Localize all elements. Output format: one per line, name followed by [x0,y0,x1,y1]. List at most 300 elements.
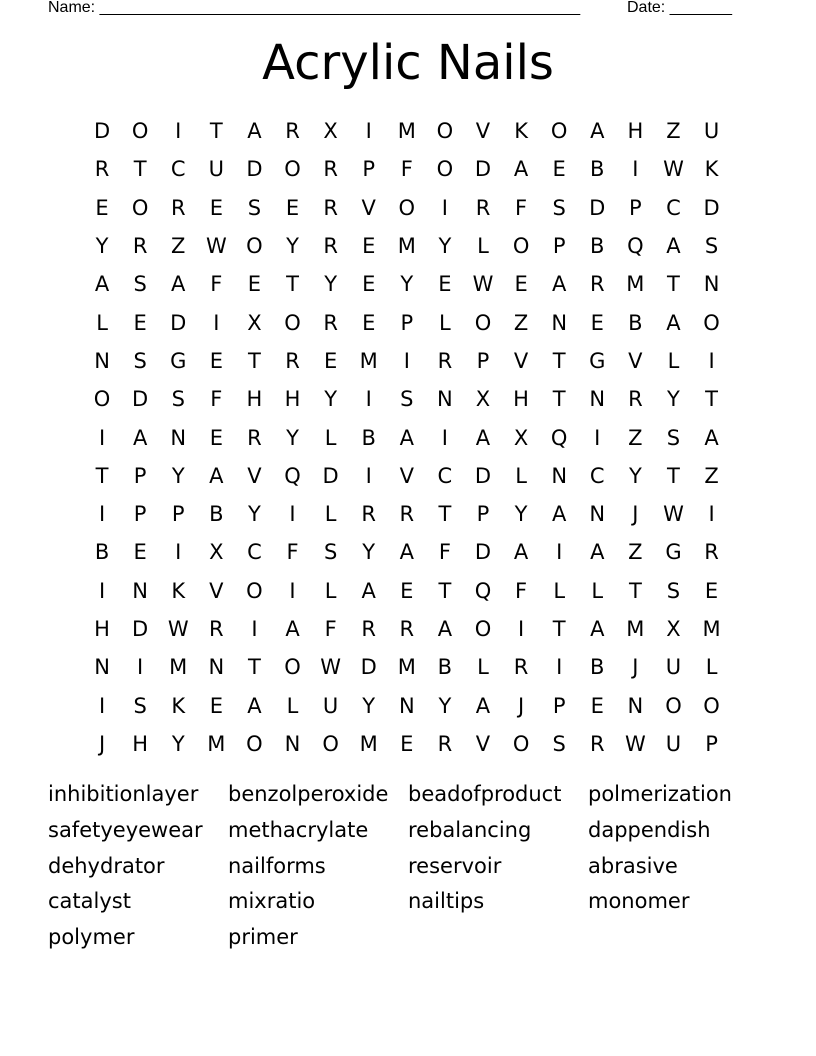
grid-letter: R [132,234,148,259]
grid-letter: F [438,540,451,565]
grid-letter: J [98,731,106,756]
word-list-item: dehydrator [48,853,165,878]
grid-letter: F [210,387,223,412]
grid-letter: Y [171,463,185,488]
grid-letter: D [589,195,606,220]
grid-letter: T [133,157,147,182]
grid-letter: O [703,310,720,335]
grid-letter: T [705,387,718,412]
grid-row [83,725,731,763]
grid-letter: O [436,157,454,182]
grid-letter: Q [474,578,492,603]
grid-letter: G [589,348,606,373]
grid-letter: V [513,348,529,373]
grid-letter: V [475,731,491,756]
grid-letter: T [438,578,452,603]
grid-letter: O [703,693,720,718]
grid-letter: T [628,578,642,603]
grid-letter: E [209,425,223,450]
grid-letter: E [247,272,262,297]
grid-letter: A [704,425,719,450]
grid-letter: R [323,234,338,259]
grid-letter: T [552,617,566,641]
grid-letter: O [284,157,301,182]
grid-letter: X [323,119,338,144]
grid-letter: H [94,617,110,641]
grid-letter: E [209,348,223,373]
grid-letter: N [551,310,568,335]
grid-letter: U [665,655,682,680]
grid-letter: E [400,731,414,756]
grid-letter: A [171,272,186,297]
grid-letter: T [438,502,452,527]
grid-letter: Y [628,463,642,488]
grid-letter: O [512,234,530,259]
grid-row [83,227,731,265]
grid-letter: P [362,157,376,182]
grid-letter: X [209,540,224,565]
grid-letter: W [472,272,494,297]
grid-letter: R [323,310,338,335]
grid-letter: D [474,540,492,565]
grid-letter: R [323,195,338,220]
grid-letter: R [247,425,262,450]
grid-letter: L [286,693,299,718]
word-list-item: nailtips [408,889,485,914]
grid-letter: H [132,731,149,756]
grid-letter: I [98,425,106,450]
grid-letter: Z [628,425,643,450]
grid-letter: D [703,195,720,220]
grid-letter: Y [400,272,414,297]
grid-letter: A [285,617,300,641]
grid-letter: I [441,195,448,220]
grid-letter: N [398,693,415,718]
grid-row [83,533,731,571]
grid-letter: I [365,387,372,412]
grid-letter: P [133,463,147,488]
grid-letter: I [403,348,410,373]
grid-letter: E [362,310,376,335]
grid-letter: N [551,463,568,488]
grid-letter: L [439,310,451,335]
grid-letter: O [512,731,530,756]
grid-letter: W [320,655,341,680]
grid-letter: C [437,463,453,488]
grid-letter: A [551,272,567,297]
grid-letter: M [626,272,645,297]
grid-letter: I [365,119,372,144]
grid-letter: A [590,617,605,641]
grid-letter: F [400,157,413,182]
word-list-item: dappendish [588,817,711,842]
grid-letter: V [399,463,414,488]
word-list-item: polymer [48,925,135,950]
grid-letter: R [361,617,376,641]
grid-letter: I [137,655,144,680]
grid-letter: R [589,731,605,756]
grid-letter: E [323,348,338,373]
grid-letter: E [285,195,300,220]
grid-letter: S [133,348,147,373]
grid-letter: P [705,731,718,756]
grid-letter: E [133,540,147,565]
grid-letter: N [627,693,644,718]
grid-letter: I [556,655,563,680]
grid-letter: H [246,387,263,412]
grid-letter: X [247,310,262,335]
grid-letter: K [704,157,719,182]
grid-letter: E [95,195,109,220]
grid-letter: P [629,195,642,220]
grid-letter: C [589,463,605,488]
grid-row [83,342,731,380]
grid-letter: R [475,195,491,220]
grid-letter: E [514,272,528,297]
grid-row [83,610,731,648]
grid-letter: N [589,387,606,412]
grid-letter: T [667,272,680,297]
grid-letter: O [322,731,339,756]
grid-letter: R [399,502,415,527]
grid-letter: J [632,655,639,680]
grid-letter: E [552,157,566,182]
grid-letter: L [324,502,337,527]
grid-letter: H [627,119,644,144]
grid-letter: K [171,693,186,718]
grid-letter: O [398,195,416,220]
grid-letter: Z [513,310,529,335]
word-list-item: rebalancing [408,817,532,842]
grid-letter: V [209,578,224,603]
grid-letter: N [208,655,225,680]
grid-letter: M [169,655,188,680]
grid-row [83,572,731,610]
grid-letter: D [132,617,149,641]
grid-letter: R [209,617,224,641]
grid-letter: S [133,693,147,718]
grid-letter: L [591,578,604,603]
grid-letter: E [209,195,223,220]
grid-letter: N [132,578,148,603]
grid-letter: Y [667,387,680,412]
grid-letter: N [284,731,301,756]
grid-letter: Y [248,502,261,527]
grid-letter: M [207,731,226,756]
grid-letter: L [553,578,566,603]
grid-letter: L [705,655,718,680]
grid-letter: P [133,502,147,527]
grid-letter: V [475,119,491,144]
grid-letter: I [708,348,715,373]
grid-row [83,265,731,303]
grid-letter: F [286,540,299,565]
grid-letter: R [323,157,338,182]
grid-letter: B [209,502,224,527]
grid-letter: E [438,272,452,297]
grid-letter: A [513,157,529,182]
grid-letter: T [667,463,680,488]
grid-letter: M [359,348,378,373]
grid-letter: N [703,272,720,297]
grid-letter: H [284,387,301,412]
grid-letter: Q [550,425,568,450]
grid-letter: L [96,310,108,335]
grid-letter: A [247,119,262,144]
grid-letter: I [98,578,106,603]
grid-letter: V [361,195,376,220]
word-list-item: polmerization [588,782,732,806]
grid-letter: A [551,502,567,527]
word-list-item: mixratio [228,889,316,914]
grid-letter: O [284,655,301,680]
grid-letter: J [517,693,525,718]
grid-letter: F [210,272,223,297]
grid-row [83,457,731,495]
grid-letter: S [666,425,681,450]
grid-letter: Y [514,502,528,527]
page-title: Acrylic Nails [262,35,554,91]
grid-letter: Y [324,272,338,297]
grid-letter: X [475,387,491,412]
grid-letter: N [589,502,606,527]
word-list-item: methacrylate [228,817,369,842]
grid-letter: N [437,387,453,412]
date-field-label: Date: _______ [627,0,732,16]
word-list-item: benzolperoxide [228,782,389,806]
grid-letter: O [474,310,492,335]
grid-letter: W [167,617,189,641]
grid-letter: W [663,502,684,527]
grid-letter: A [666,310,681,335]
word-list-item: primer [228,925,298,950]
grid-letter: D [360,655,377,680]
grid-letter: J [632,502,639,527]
grid-letter: P [400,310,414,335]
grid-letter: A [132,425,148,450]
grid-letter: N [94,348,110,373]
grid-letter: O [474,617,492,641]
grid-letter: R [94,157,110,182]
grid-letter: R [361,502,376,527]
grid-letter: O [284,310,301,335]
grid-row [83,303,731,341]
grid-letter: F [515,578,528,603]
grid-letter: C [666,195,681,220]
grid-letter: A [437,617,453,641]
grid-letter: D [93,119,111,144]
grid-letter: I [98,502,106,527]
grid-letter: E [362,272,376,297]
grid-letter: R [170,195,186,220]
grid-letter: N [94,655,110,680]
grid-letter: E [704,578,719,603]
grid-letter: O [665,693,682,718]
grid-letter: Q [284,463,301,488]
grid-letter: Z [171,234,186,259]
grid-row [83,686,731,724]
word-list-item: beadofproduct [408,782,562,806]
grid-letter: B [590,655,605,680]
grid-letter: F [515,195,528,220]
grid-letter: M [397,234,416,259]
grid-letter: I [251,617,258,641]
grid-letter: B [590,157,605,182]
grid-letter: R [437,731,453,756]
grid-letter: A [666,234,681,259]
grid-letter: Y [324,387,338,412]
word-list-item: nailforms [228,853,326,878]
word-list-item: safetyeyewear [48,817,203,842]
grid-row [83,112,731,150]
grid-letter: V [628,348,643,373]
grid-letter: P [476,348,490,373]
grid-letter: E [590,693,604,718]
grid-letter: Y [286,425,299,450]
grid-letter: I [632,157,639,182]
grid-letter: I [289,502,296,527]
grid-letter: T [248,348,261,373]
grid-letter: B [628,310,643,335]
grid-letter: O [93,387,111,412]
grid-letter: M [702,617,721,641]
grid-letter: R [285,119,300,144]
grid-letter: M [626,617,645,641]
grid-letter: Y [171,731,185,756]
grid-letter: D [170,310,187,335]
grid-letter: C [247,540,262,565]
grid-row [83,150,731,188]
grid-letter: V [247,463,262,488]
word-list [48,777,768,956]
grid-letter: R [399,617,415,641]
grid-letter: A [513,540,529,565]
grid-row [83,648,731,686]
grid-letter: L [324,425,337,450]
grid-letter: T [248,655,261,680]
word-list-item: catalyst [48,889,131,914]
grid-row [83,189,731,227]
grid-row [83,495,731,533]
grid-letter: I [517,617,525,641]
grid-letter: T [286,272,299,297]
grid-letter: N [170,425,187,450]
grid-letter: Y [438,693,452,718]
grid-letter: D [474,463,492,488]
word-list-item: inhibitionlayer [48,782,199,806]
grid-letter: O [246,234,263,259]
grid-letter: P [171,502,185,527]
grid-letter: S [552,731,566,756]
grid-letter: O [436,119,454,144]
grid-letter: Z [704,463,719,488]
grid-letter: I [441,425,448,450]
grid-letter: L [667,348,680,373]
grid-letter: T [552,387,566,412]
grid-letter: R [704,540,719,565]
grid-letter: S [704,234,719,259]
word-list-item: reservoir [408,853,502,878]
grid-letter: Y [95,234,109,259]
grid-letter: T [552,348,566,373]
grid-letter: S [552,195,566,220]
grid-letter: M [359,731,378,756]
grid-letter: I [594,425,601,450]
grid-letter: M [397,655,416,680]
grid-letter: A [475,693,491,718]
grid-letter: D [246,157,263,182]
grid-letter: A [361,578,376,603]
grid-letter: R [513,655,529,680]
grid-letter: I [213,310,220,335]
grid-letter: O [131,195,149,220]
grid-letter: Z [666,119,681,144]
word-list-item: monomer [588,889,690,914]
grid-letter: P [476,502,490,527]
grid-letter: O [550,119,568,144]
grid-letter: U [208,157,225,182]
grid-letter: G [665,540,682,565]
grid-letter: W [624,731,646,756]
grid-letter: A [94,272,110,297]
grid-letter: I [365,463,372,488]
grid-letter: L [324,578,337,603]
grid-letter: I [98,693,106,718]
grid-letter: S [247,195,262,220]
grid-letter: A [590,119,605,144]
grid-letter: Z [628,540,643,565]
grid-letter: F [324,617,337,641]
grid-letter: H [513,387,529,412]
grid-letter: R [589,272,605,297]
grid-letter: A [247,693,262,718]
grid-letter: O [246,578,263,603]
grid-letter: P [552,234,566,259]
grid-letter: B [437,655,453,680]
grid-letter: R [628,387,643,412]
grid-row [83,418,731,456]
grid-letter: E [400,578,414,603]
grid-letter: K [514,119,528,144]
grid-letter: Q [627,234,644,259]
grid-letter: P [552,693,566,718]
grid-letter: A [475,425,491,450]
grid-letter: B [590,234,605,259]
grid-letter: A [399,540,414,565]
letter-grid [83,112,731,763]
grid-letter: X [513,425,529,450]
grid-letter: I [175,540,182,565]
grid-letter: U [322,693,339,718]
grid-letter: I [556,540,563,565]
grid-letter: S [323,540,338,565]
grid-letter: I [289,578,296,603]
grid-letter: O [131,119,149,144]
grid-letter: S [171,387,185,412]
grid-letter: E [133,310,147,335]
grid-row [83,380,731,418]
grid-letter: M [397,119,416,144]
grid-letter: E [362,234,376,259]
grid-letter: K [171,578,186,603]
grid-letter: I [175,119,182,144]
grid-letter: D [322,463,339,488]
grid-letter: D [132,387,149,412]
grid-letter: X [666,617,681,641]
grid-letter: G [170,348,187,373]
grid-letter: Y [362,540,376,565]
grid-letter: W [663,157,684,182]
